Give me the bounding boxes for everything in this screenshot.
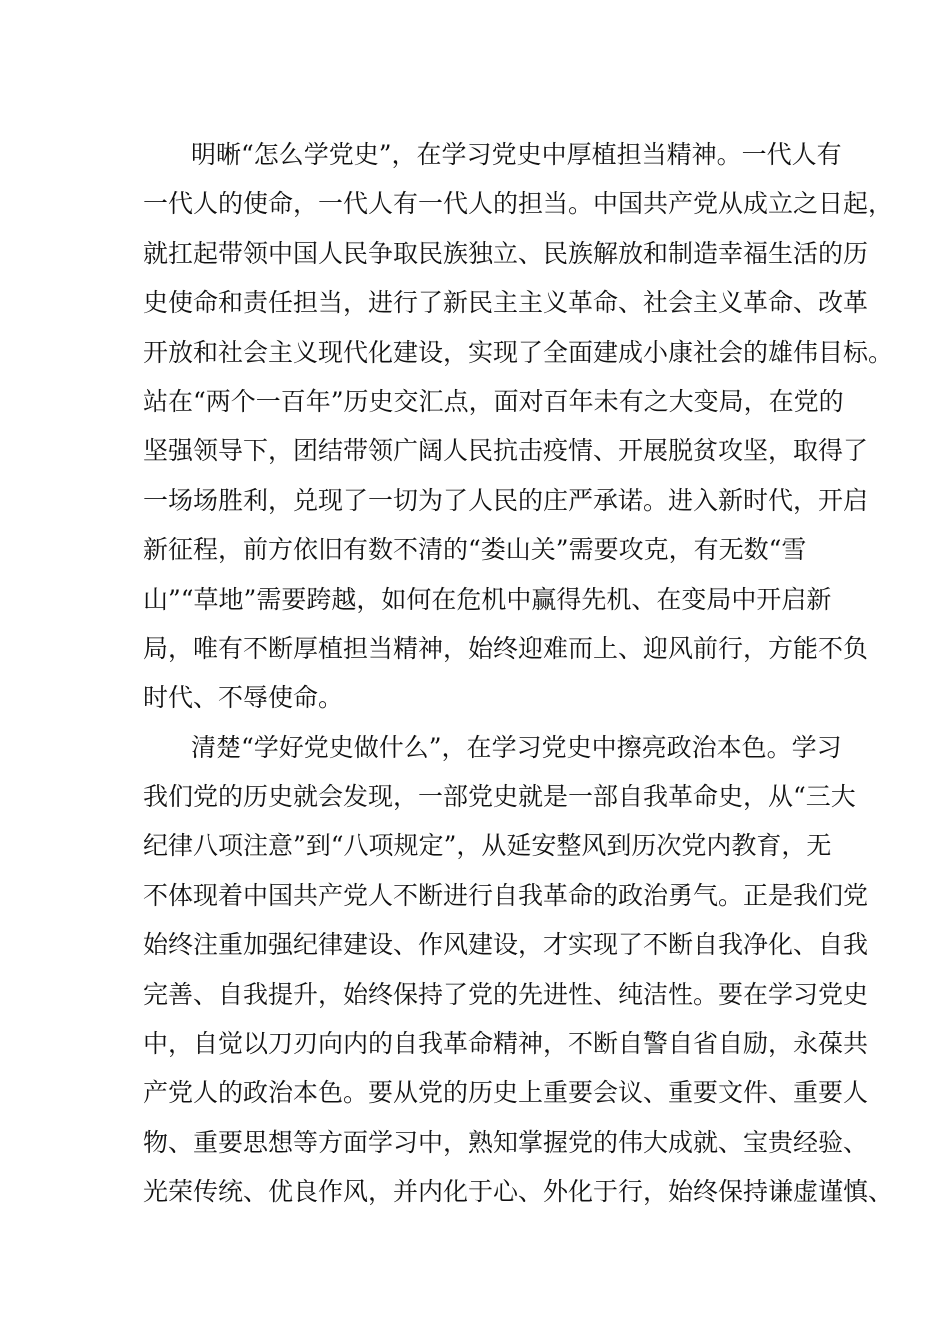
paragraph-political-character: [143, 723, 894, 1217]
paragraph-line: 开放和社会主义现代化建设，实现了全面建成小康社会的雄伟目标。: [143, 337, 894, 367]
paragraph-line: 我们党的历史就会发现，一部党史就是一部自我革命史，从“三大: [143, 782, 856, 812]
paragraph-line: 产党人的政治本色。要从党的历史上重要会议、重要文件、重要人: [143, 1078, 869, 1108]
paragraph-responsibility: [143, 130, 894, 723]
paragraph-line: 新征程，前方依旧有数不清的“娄山关”需要攻克，有无数“雪: [143, 535, 807, 565]
paragraph-line: 局，唯有不断厚植担当精神，始终迎难而上、迎风前行，方能不负: [143, 633, 869, 663]
paragraph-line: 就扛起带领中国人民争取民族独立、民族解放和制造幸福生活的历: [143, 238, 869, 268]
paragraph-line: 史使命和责任担当，进行了新民主主义革命、社会主义革命、改革: [143, 288, 869, 318]
paragraph-line: 清楚“学好党史做什么”，在学习党史中擦亮政治本色。学习: [191, 732, 842, 762]
paragraph-line: 一场场胜利，兑现了一切为了人民的庄严承诺。进入新时代，开启: [143, 485, 869, 515]
paragraph-line: 中，自觉以刀刃向内的自我革命精神，不断自警自省自励，永葆共: [143, 1029, 869, 1059]
paragraph-line: 一代人的使命，一代人有一代人的担当。中国共产党从成立之日起，: [143, 189, 894, 219]
document-body: [143, 130, 894, 1217]
paragraph-line: 完善、自我提升，始终保持了党的先进性、纯洁性。要在学习党史: [143, 979, 869, 1009]
paragraph-line: 物、重要思想等方面学习中，熟知掌握党的伟大成就、宝贵经验、: [143, 1127, 869, 1157]
paragraph-line: 明晰“怎么学党史”，在学习党史中厚植担当精神。一代人有: [191, 140, 842, 169]
paragraph-line: 始终注重加强纪律建设、作风建设，才实现了不断自我净化、自我: [143, 930, 869, 960]
paragraph-line: 时代、不辱使命。: [143, 683, 344, 713]
paragraph-line: 不体现着中国共产党人不断进行自我革命的政治勇气。正是我们党: [143, 880, 869, 910]
paragraph-line: 站在“两个一百年”历史交汇点，面对百年未有之大变局，在党的: [143, 386, 844, 416]
paragraph-line: 山”“草地”需要跨越，如何在危机中赢得先机、在变局中开启新: [143, 584, 832, 614]
paragraph-line: 光荣传统、优良作风，并内化于心、外化于行，始终保持谦虚谨慎、: [143, 1177, 894, 1207]
paragraph-line: 坚强领导下，团结带领广阔人民抗击疫情、开展脱贫攻坚，取得了: [143, 436, 869, 466]
paragraph-line: 纪律八项注意”到“八项规定”，从延安整风到历次党内教育，无: [143, 831, 832, 861]
